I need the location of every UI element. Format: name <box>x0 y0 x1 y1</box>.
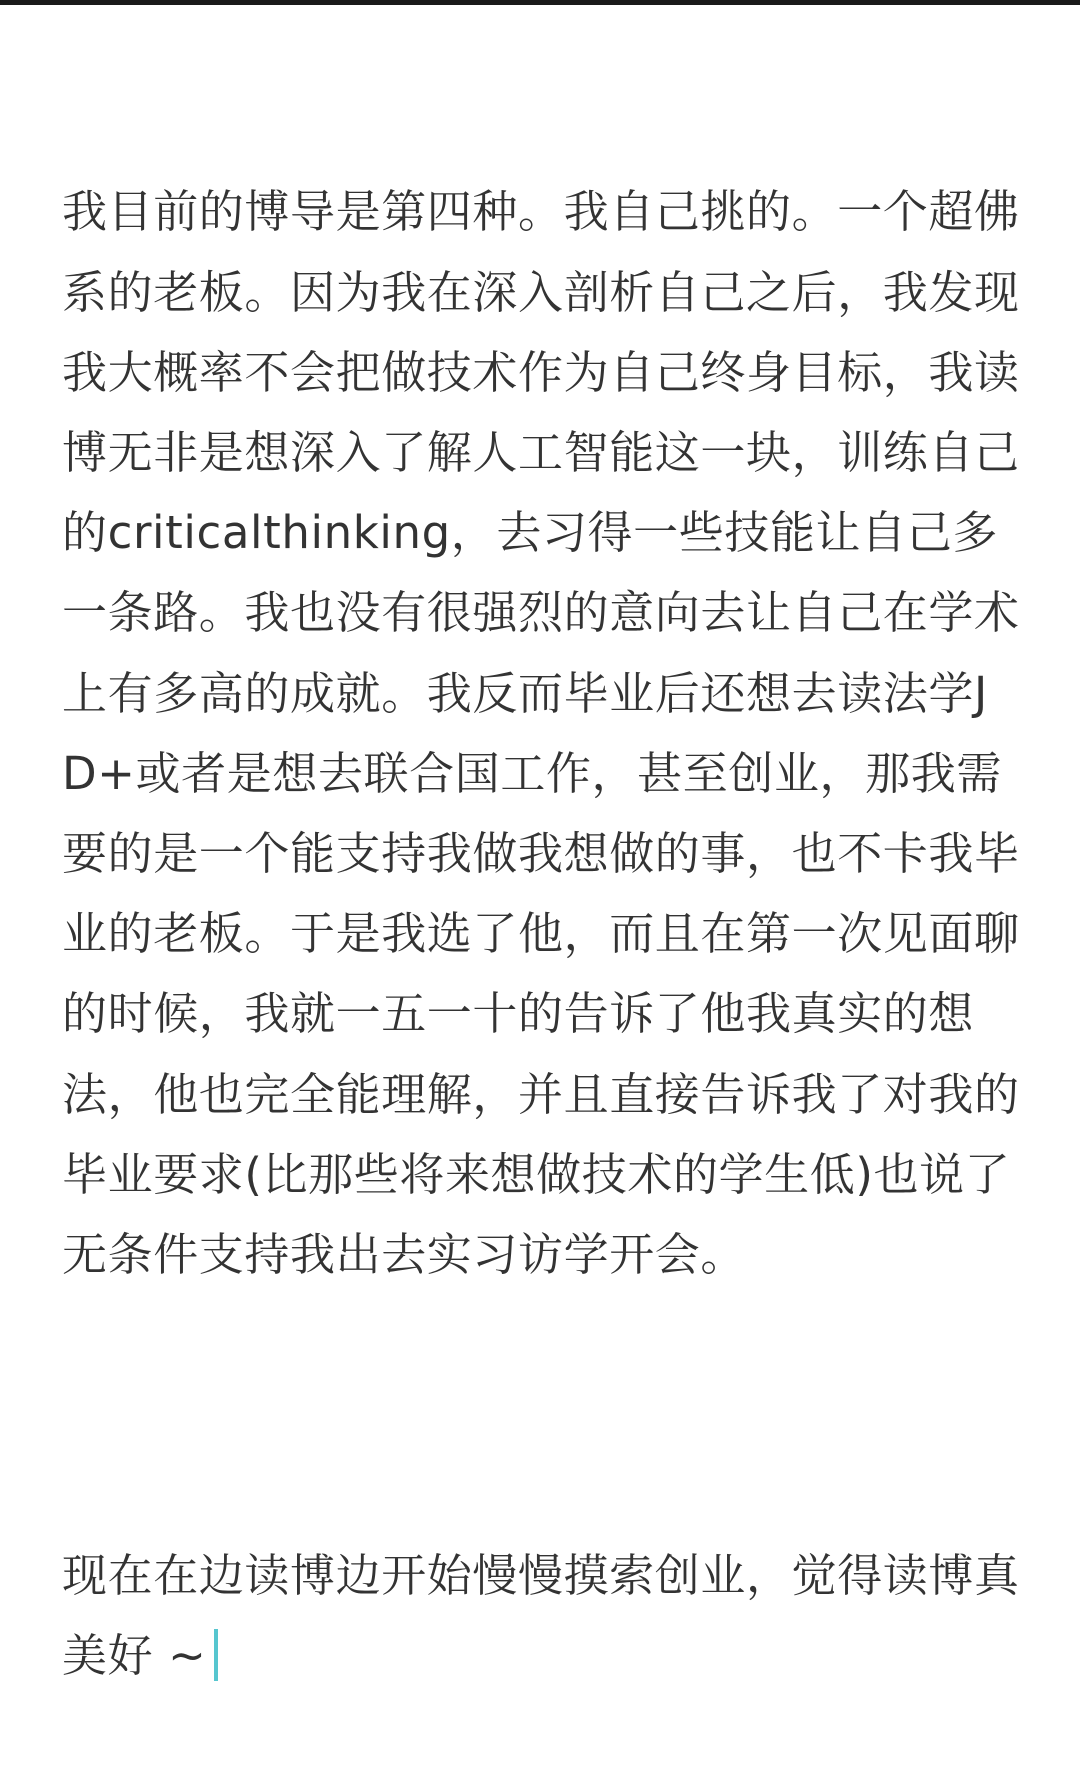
paragraph-2-text: 现在在边读博边开始慢慢摸索创业，觉得读博真美好 ~ <box>62 1548 1020 1682</box>
paragraph-1: 我目前的博导是第四种。我自己挑的。一个超佛系的老板。因为我在深入剖析自己之后，我发现我大概率不会把做技术作为自己终身目标，我读博无非是想深入了解人工智能这一块，训练自己的criticalthinking，去习得一些技能让自己多一条路。我也没有很强烈的意向去让自己在学术上有多高的成就。我反而毕业后还想去读法学JD+或者是想去联合国工作，甚至创业，那我需要的是一个能支持我做我想做的事，也不卡我毕业的老板。于是我选了他，而且在第一次见面聊的时候，我就一五一十的告诉了他我真实的想法，他也完全能理解，并且直接告诉我了对我的毕业要求(比那些将来想做技术的学生低)也说了无条件支持我出去实习访学开会。 <box>62 185 1020 1282</box>
top-edge-bar <box>0 0 1080 5</box>
text-cursor <box>214 1629 218 1681</box>
paragraph-2 <box>62 1536 1022 1696</box>
text-editor[interactable] <box>62 12 1022 1776</box>
